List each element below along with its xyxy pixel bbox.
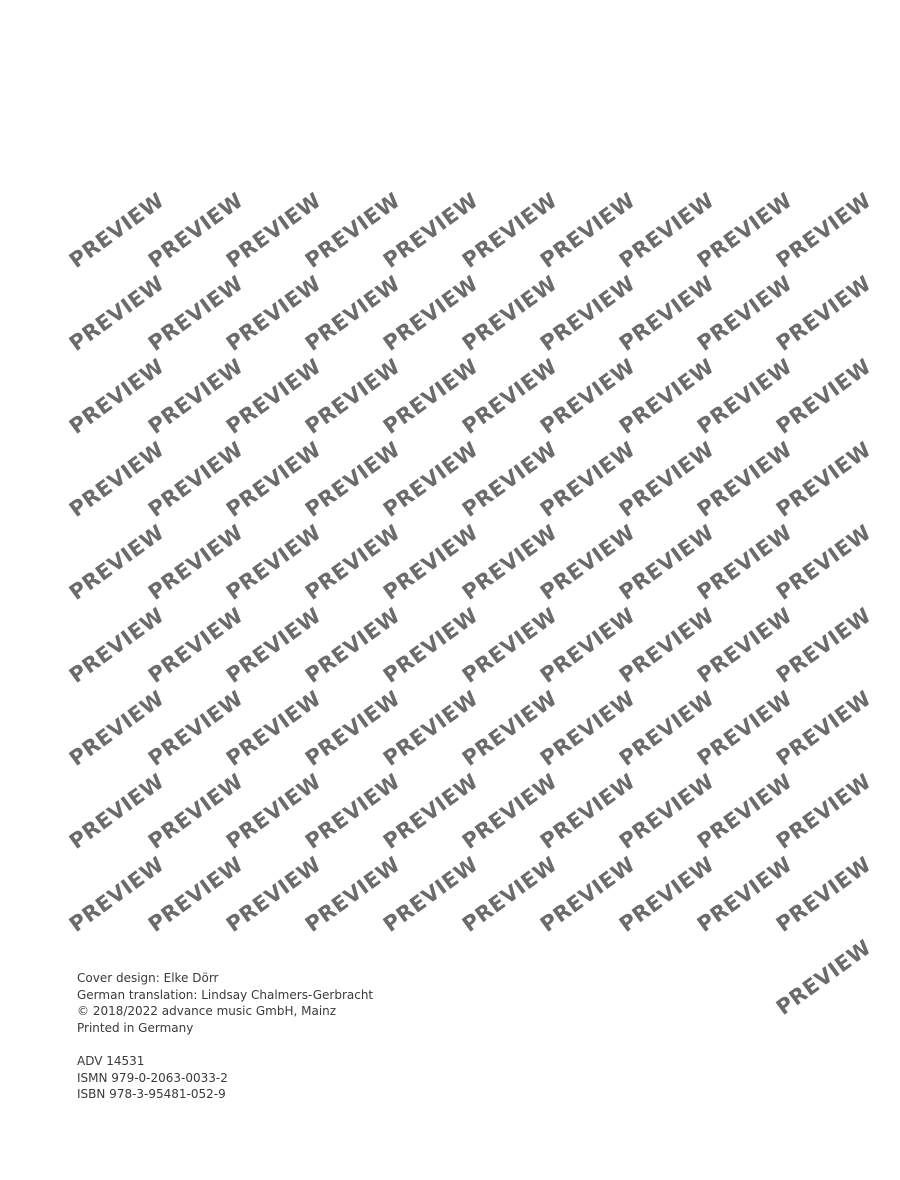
preview-watermark-text: PREVIEW [614,520,719,605]
cover-design-credit: Cover design: Elke Dörr [77,971,219,985]
preview-watermark-text: PREVIEW [457,188,562,273]
preview-watermark-text: PREVIEW [64,852,169,937]
preview-watermark-text: PREVIEW [64,520,169,605]
preview-watermark-text: PREVIEW [64,271,169,356]
preview-watermark-text: PREVIEW [221,354,326,439]
preview-watermark-text: PREVIEW [771,852,876,937]
translation-credit: German translation: Lindsay Chalmers-Gerbracht [77,987,374,1002]
preview-watermark-text: PREVIEW [300,603,405,688]
imprint-block [77,970,373,1103]
preview-watermark-text: PREVIEW [692,686,797,771]
preview-watermark-text: PREVIEW [457,354,562,439]
preview-watermark-text: PREVIEW [771,935,876,1020]
preview-watermark-text: PREVIEW [457,520,562,605]
preview-watermark-text: PREVIEW [378,852,483,937]
preview-watermark-text: PREVIEW [378,769,483,854]
preview-watermark-text: PREVIEW [300,520,405,605]
preview-watermark-text: PREVIEW [692,271,797,356]
preview-watermark-text: PREVIEW [64,354,169,439]
preview-watermark-text: PREVIEW [378,437,483,522]
preview-watermark-text: PREVIEW [221,437,326,522]
preview-watermark-text: PREVIEW [771,603,876,688]
preview-watermark-text: PREVIEW [457,852,562,937]
preview-watermark-text: PREVIEW [692,437,797,522]
preview-watermark-text: PREVIEW [143,852,248,937]
preview-watermark-text: PREVIEW [378,188,483,273]
preview-watermark-text: PREVIEW [692,769,797,854]
preview-watermark-text: PREVIEW [221,769,326,854]
preview-watermark-text: PREVIEW [614,271,719,356]
catalog-number: ADV 14531 [77,1053,145,1068]
preview-watermark-text: PREVIEW [771,769,876,854]
preview-watermark-text: PREVIEW [692,188,797,273]
preview-watermark-text: PREVIEW [457,769,562,854]
preview-watermark-text: PREVIEW [378,603,483,688]
preview-watermark-text: PREVIEW [614,354,719,439]
preview-watermark-text: PREVIEW [64,603,169,688]
preview-watermark-text: PREVIEW [535,769,640,854]
preview-watermark-text: PREVIEW [457,686,562,771]
preview-watermark-text: PREVIEW [457,271,562,356]
preview-watermark-text: PREVIEW [378,271,483,356]
preview-watermark-text: PREVIEW [614,852,719,937]
printed-in-line: Printed in Germany [77,1020,194,1035]
preview-watermark-text: PREVIEW [692,603,797,688]
preview-watermark-text: PREVIEW [143,769,248,854]
preview-watermark-text: PREVIEW [535,271,640,356]
preview-watermark-text: PREVIEW [535,852,640,937]
preview-watermark-text: PREVIEW [300,271,405,356]
preview-watermark-text: PREVIEW [614,437,719,522]
preview-watermark-text: PREVIEW [143,437,248,522]
preview-watermark-text: PREVIEW [535,437,640,522]
ismn-number: ISMN 979-0-2063-0033-2 [77,1070,228,1085]
preview-watermark-text: PREVIEW [535,603,640,688]
preview-watermark-text: PREVIEW [457,603,562,688]
preview-watermark-text: PREVIEW [692,354,797,439]
isbn-number: ISBN 978-3-95481-052-9 [77,1087,226,1102]
preview-watermark-text: PREVIEW [692,852,797,937]
preview-watermark-text: PREVIEW [143,603,248,688]
preview-watermark-text: PREVIEW [535,354,640,439]
preview-watermark-text: PREVIEW [771,520,876,605]
preview-watermark-text: PREVIEW [300,686,405,771]
preview-watermark-text: PREVIEW [692,520,797,605]
preview-watermark-text: PREVIEW [300,188,405,273]
preview-watermark-text: PREVIEW [300,437,405,522]
copyright-line: © 2018/2022 advance music GmbH, Mainz [77,1004,337,1019]
preview-watermark-text: PREVIEW [64,437,169,522]
preview-watermark-text: PREVIEW [457,437,562,522]
preview-watermark-text: PREVIEW [143,271,248,356]
preview-watermark-text: PREVIEW [614,188,719,273]
preview-watermark-text: PREVIEW [535,188,640,273]
preview-watermark-text: PREVIEW [221,686,326,771]
preview-watermark-text: PREVIEW [378,520,483,605]
preview-watermark-text: PREVIEW [535,520,640,605]
preview-watermark-text: PREVIEW [614,686,719,771]
preview-watermark-text: PREVIEW [771,686,876,771]
preview-watermark-text: PREVIEW [300,769,405,854]
preview-watermark-text: PREVIEW [143,520,248,605]
preview-watermark-text: PREVIEW [535,686,640,771]
preview-watermark-text: PREVIEW [614,769,719,854]
preview-watermark-text: PREVIEW [771,188,876,273]
preview-watermark-text: PREVIEW [771,354,876,439]
preview-watermark-text: PREVIEW [64,188,169,273]
preview-watermark-text: PREVIEW [378,686,483,771]
preview-watermark-text: PREVIEW [221,271,326,356]
preview-watermark-text: PREVIEW [64,686,169,771]
preview-watermark-text: PREVIEW [143,686,248,771]
imprint-spacer [77,1036,373,1053]
preview-watermark-text: PREVIEW [614,603,719,688]
preview-watermark-text: PREVIEW [300,852,405,937]
preview-watermark-text: PREVIEW [143,354,248,439]
preview-watermark-text: PREVIEW [143,188,248,273]
preview-watermark-text: PREVIEW [771,437,876,522]
preview-watermark-text: PREVIEW [221,520,326,605]
preview-watermark-text: PREVIEW [378,354,483,439]
preview-watermark-text: PREVIEW [221,188,326,273]
preview-watermark-text: PREVIEW [771,271,876,356]
preview-watermark-text: PREVIEW [64,769,169,854]
preview-watermark-text: PREVIEW [221,603,326,688]
preview-watermark-text: PREVIEW [221,852,326,937]
preview-watermark-text: PREVIEW [300,354,405,439]
